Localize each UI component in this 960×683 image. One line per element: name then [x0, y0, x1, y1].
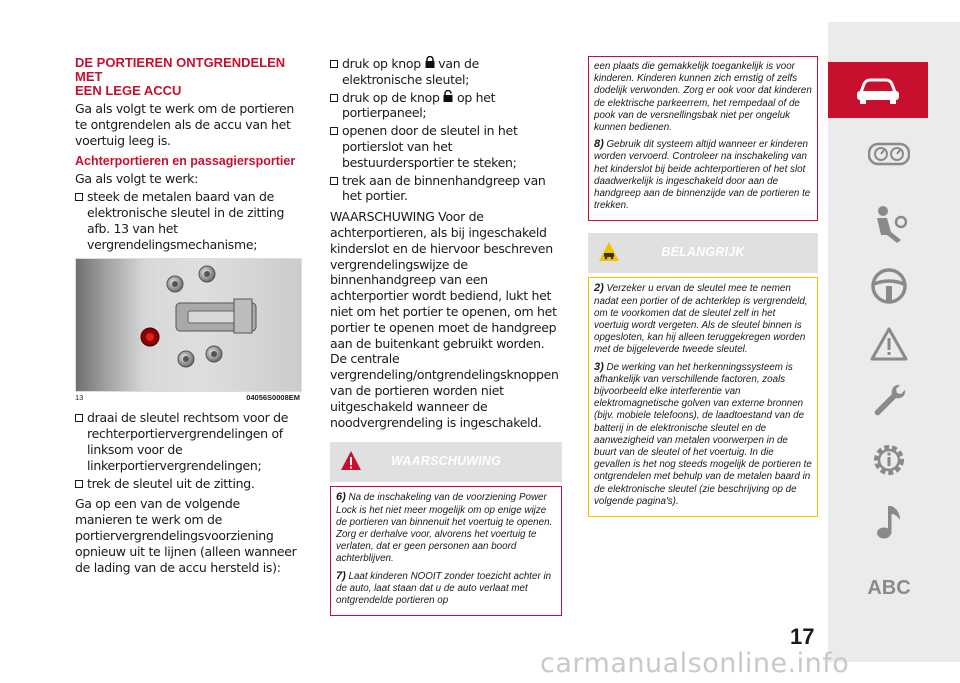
important-banner-label: BELANGRIJK	[661, 245, 745, 260]
padlock-open-icon	[443, 90, 453, 102]
note-3-number: 3)	[594, 360, 604, 373]
bullet-2-text-a: druk op de knop	[342, 89, 440, 105]
column-middle	[330, 56, 562, 616]
note-7-text: Laat kinderen NOOIT zonder toezicht achter in de auto, laat staan dat u de auto verlaat met ontgrendelde portieren op	[336, 570, 552, 606]
bullet-2-text-b: op het portierpaneel;	[342, 89, 496, 121]
watermark: carmanualsonline.info	[540, 648, 850, 679]
column-right	[588, 56, 818, 517]
warning-paragraph: WAARSCHUWING Voor de achterportieren, als bij ingeschakeld kinderslot en de hiervoor beschreven vergrendelingswijze de binnenhandgreep van een achterportier wordt bediend, lukt het niet om het portier te openen, om het portier te openen moet de handgreep aan de buitenkant gebruikt worden. De centrale vergrendeling/ontgrendelingsknoppen van de portieren worden niet uitgeschakeld wanneer de noodvergrendeling is ingeschakeld.	[330, 209, 559, 430]
intro-text: Ga als volgt te werk om de portieren te ontgrendelen als de accu van het voertuig leeg is.	[75, 101, 294, 148]
music-note-icon	[874, 502, 904, 542]
warning-notes-box	[330, 486, 562, 616]
car-icon	[854, 75, 902, 105]
note-6-text: Na de inschakeling van de voorziening Power Lock is het niet meer mogelijk om op enige wijze de portieren van binnenuit het voertuig te openen. Zorg er derhalve voor, alvorens het voertuig te verlaten, dat er geen personen aan boord achterblijven.	[336, 492, 553, 565]
warning-triangle-icon	[870, 327, 908, 361]
step-3: trek de sleutel uit de zitting.	[75, 476, 300, 492]
wrench-icon	[870, 381, 908, 419]
chapter-tab-safety[interactable]	[856, 198, 922, 250]
note-3	[594, 361, 812, 508]
note-6	[336, 491, 556, 565]
note-8-number: 8)	[594, 138, 604, 151]
section-heading-line1: DE PORTIEREN ONTGRENDELEN MET	[75, 55, 286, 84]
important-notes-box	[588, 277, 818, 517]
chapter-tab-warnings[interactable]	[856, 318, 922, 370]
note-3-text: De werking van het herkenningssysteem is afhankelijk van verschillende factoren, zoals bijvoorbeeld elke interferentie van elektromagnetische golven van externe bronnen (bijv. mobiele telefoons), de laadtoestand van de batterij in de elektronische sleutel en de aanwezigheid van metalen voorwerpen in de buurt van de sleutel of het voertuig. In die gevallen is het nog steeds mogelijk de portieren te ontgrendelen met behulp van de metalen baard in de elektronische sleutel (zie beschrijving op de volgende pagina's).	[594, 361, 812, 507]
chapter-tab-multimedia[interactable]	[856, 496, 922, 548]
chapter-tab-dashboard[interactable]	[856, 128, 922, 180]
bullet-1-text-b: van de elektronische sleutel;	[342, 56, 480, 87]
warning-notes-continued-box	[588, 56, 818, 221]
note-8	[594, 138, 812, 212]
dashboard-gauges-icon	[868, 142, 910, 166]
outro-text: Ga op een van de volgende manieren te werk om de portiervergrendelingsvoorziening opnieuw uit te lijnen (alleen wanneer de lading van de accu hersteld is):	[75, 496, 297, 575]
note-2	[594, 282, 812, 356]
steps-intro: Ga als volgt te werk:	[75, 171, 199, 187]
bullet-4: trek aan de binnenhandgreep van het portier.	[330, 173, 562, 205]
chapter-tab-car[interactable]	[828, 62, 928, 118]
important-banner	[588, 233, 818, 273]
warning-banner	[330, 442, 562, 482]
note-7	[336, 570, 556, 608]
bullet-1-text-a: druk op knop	[342, 56, 421, 71]
figure-code: 04056S0008EM	[246, 393, 300, 403]
abc-index-label: ABC	[867, 576, 911, 599]
bullet-2	[330, 90, 562, 122]
section-heading	[75, 56, 300, 98]
step-2: draai de sleutel rechtsom voor de rechterportiervergrendelingen of linksom voor de linkerportiervergrendelingen;	[75, 410, 300, 473]
padlock-closed-icon	[425, 56, 435, 68]
step-1: steek de metalen baard van de elektronische sleutel in de zitting afb. 13 van het vergrendelingsmechanisme;	[75, 189, 300, 252]
chapter-tab-index[interactable]	[856, 562, 922, 614]
bullet-1	[330, 56, 562, 88]
chapter-tab-maintenance[interactable]	[856, 374, 922, 426]
lock-mechanism-illustration	[76, 259, 301, 391]
warning-banner-label: WAARSCHUWING	[390, 454, 502, 469]
steering-wheel-icon	[870, 267, 908, 305]
gear-info-icon	[869, 440, 909, 480]
note-8-text: Gebruik dit systeem altijd wanneer er kinderen worden vervoerd. Controleer na inschakeling van het kinderslot bij beide achterportieren of het slot daadwerkelijk is ingeschakeld door aan de handgreep aan de binnenzijde van de portieren te trekken.	[594, 139, 811, 212]
note-2-text: Verzeker u ervan de sleutel mee te nemen nadat een portier of de achterklep is vergrendeld, om te voorkomen dat de sleutel zelf in het voertuig wordt vergeten. Als de sleutel binnen is opgesloten, kan hij alleen teruggekregen worden met de bijgeleverde tweede sleutel.	[594, 283, 808, 356]
note-7-number: 7)	[336, 569, 346, 582]
page-number: 17	[790, 624, 815, 649]
column-left	[75, 56, 300, 577]
note-2-number: 2)	[594, 282, 604, 295]
person-airbag-icon	[871, 204, 907, 244]
note-6-number: 6)	[336, 491, 346, 504]
chapter-sidebar	[828, 22, 960, 662]
lock-mechanism-figure	[75, 258, 302, 392]
note-7-continued: een plaats die gemakkelijk toegankelijk is voor kinderen. Kinderen kunnen zich ernstig of zelfs dodelijk verwonden. Zorg er ook voor dat kinderen de elektrische parkeerrem, het rempedaal of de pook van de versnellingsbak niet per ongeluk kunnen bedienen.	[594, 61, 812, 134]
subheading: Achterportieren en passagiersportier	[75, 154, 296, 169]
figure-number: 13	[75, 393, 84, 403]
chapter-tab-specs[interactable]	[856, 434, 922, 486]
chapter-tab-driving[interactable]	[856, 260, 922, 312]
bullet-3: openen door de sleutel in het portierslot van het bestuurdersportier te steken;	[330, 123, 562, 170]
figure-caption	[75, 393, 300, 402]
section-heading-line2: EEN LEGE ACCU	[75, 83, 182, 98]
